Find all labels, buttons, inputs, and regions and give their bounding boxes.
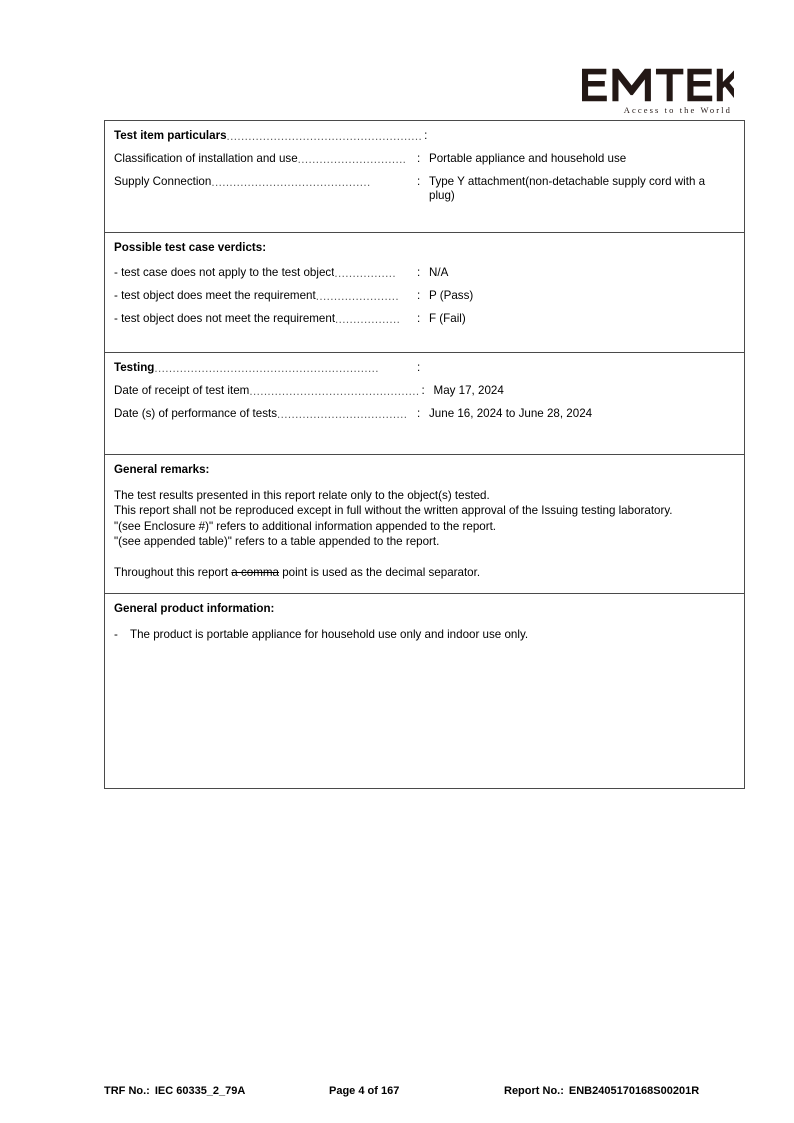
section-title-test-item-particulars: Test item particulars <box>114 129 227 142</box>
section-title-general-remarks: General remarks: <box>114 463 210 476</box>
field-row-verdict-fail <box>105 312 744 326</box>
dot-leader: .............................................................. <box>154 362 379 375</box>
section-general-product-information <box>105 594 744 788</box>
field-label-supply-connection: Supply Connection <box>114 175 212 188</box>
field-label-verdict-pass: - test object does meet the requirement <box>114 289 316 302</box>
footer-trf-label: TRF No.: <box>104 1085 150 1097</box>
dot-leader: ...................................................... <box>226 130 423 143</box>
dot-leader: ....................... <box>315 290 400 303</box>
product-info-bullet <box>105 627 744 642</box>
field-label-verdict-na: - test case does not apply to the test object <box>114 266 335 279</box>
field-row-dates-of-performance <box>105 407 744 421</box>
field-row-date-of-receipt <box>105 384 744 398</box>
decimal-note-suffix: point is used as the decimal separator. <box>278 565 481 579</box>
company-logo <box>574 68 734 115</box>
section-heading-row <box>105 129 744 143</box>
field-row-verdict-na <box>105 266 744 280</box>
field-label-dates-of-performance: Date (s) of performance of tests <box>114 407 278 420</box>
footer-report-number <box>504 1085 745 1097</box>
section-testing <box>105 353 744 455</box>
dot-leader: ................. <box>334 267 396 280</box>
section-general-remarks <box>105 455 744 594</box>
field-row-verdict-pass <box>105 289 744 303</box>
field-value-verdict-na: N/A <box>429 266 449 279</box>
colon-separator: : <box>421 384 425 397</box>
remark-line: "(see appended table)" refers to a table appended to the report. <box>114 535 440 549</box>
remark-line: This report shall not be reproduced except in full without the written approval of the Issuing testing laboratory. <box>114 504 673 518</box>
colon-separator: : <box>417 312 421 325</box>
section-title-testing: Testing <box>114 361 155 374</box>
bullet-marker: - <box>114 628 118 641</box>
dot-leader: .............................. <box>297 153 407 166</box>
dot-leader: .................. <box>335 313 401 326</box>
report-details-table <box>104 120 745 789</box>
footer-report-label: Report No.: <box>504 1085 564 1097</box>
field-label-date-of-receipt: Date of receipt of test item <box>114 384 250 397</box>
field-value-verdict-fail: F (Fail) <box>429 312 466 325</box>
colon-separator: : <box>417 175 421 188</box>
footer-report-value: ENB2405170168S00201R <box>568 1085 700 1097</box>
dot-leader: .................................... <box>277 408 408 421</box>
colon-separator: : <box>424 129 428 142</box>
remark-line: The test results presented in this report relate only to the object(s) tested. <box>114 489 490 502</box>
section-test-item-particulars <box>105 121 744 233</box>
dot-leader: ............................................... <box>249 385 420 398</box>
remark-line: "(see Enclosure #)" refers to additional information appended to the report. <box>114 519 497 533</box>
logo-tagline: Access to the World <box>623 105 732 115</box>
field-value-dates-of-performance: June 16, 2024 to June 28, 2024 <box>429 407 593 420</box>
field-value-classification: Portable appliance and household use <box>429 152 627 165</box>
footer-trf-value: IEC 60335_2_79A <box>154 1085 246 1097</box>
decimal-separator-note <box>105 565 744 580</box>
section-title-general-product-information: General product information: <box>114 602 275 615</box>
field-label-classification: Classification of installation and use <box>114 152 298 165</box>
section-possible-test-case-verdicts <box>105 233 744 353</box>
dot-leader: ............................................ <box>211 176 371 189</box>
colon-separator: : <box>417 266 421 279</box>
colon-separator: : <box>417 289 421 302</box>
field-value-verdict-pass: P (Pass) <box>429 289 474 302</box>
footer-trf-number <box>104 1085 329 1097</box>
field-row-classification <box>105 152 744 166</box>
colon-separator: : <box>417 152 421 165</box>
field-label-verdict-fail: - test object does not meet the requirement <box>114 312 336 325</box>
spacer <box>105 550 744 565</box>
decimal-note-struck-text: a comma <box>231 565 279 579</box>
field-value-date-of-receipt: May 17, 2024 <box>433 384 504 397</box>
section-heading-row-testing <box>105 361 744 375</box>
footer-page-number: Page 4 of 167 <box>329 1085 400 1097</box>
field-value-supply-connection: Type Y attachment(non-detachable supply cord with a plug) <box>429 175 706 202</box>
colon-separator: : <box>417 407 421 420</box>
decimal-note-prefix: Throughout this report <box>114 565 232 579</box>
field-row-supply-connection <box>105 175 744 203</box>
colon-separator: : <box>417 361 421 374</box>
emtek-wordmark-icon <box>582 68 734 102</box>
section-title-possible-test-case-verdicts: Possible test case verdicts: <box>114 241 267 254</box>
product-info-text: The product is portable appliance for household use only and indoor use only. <box>130 628 529 641</box>
page-footer <box>104 1085 745 1097</box>
